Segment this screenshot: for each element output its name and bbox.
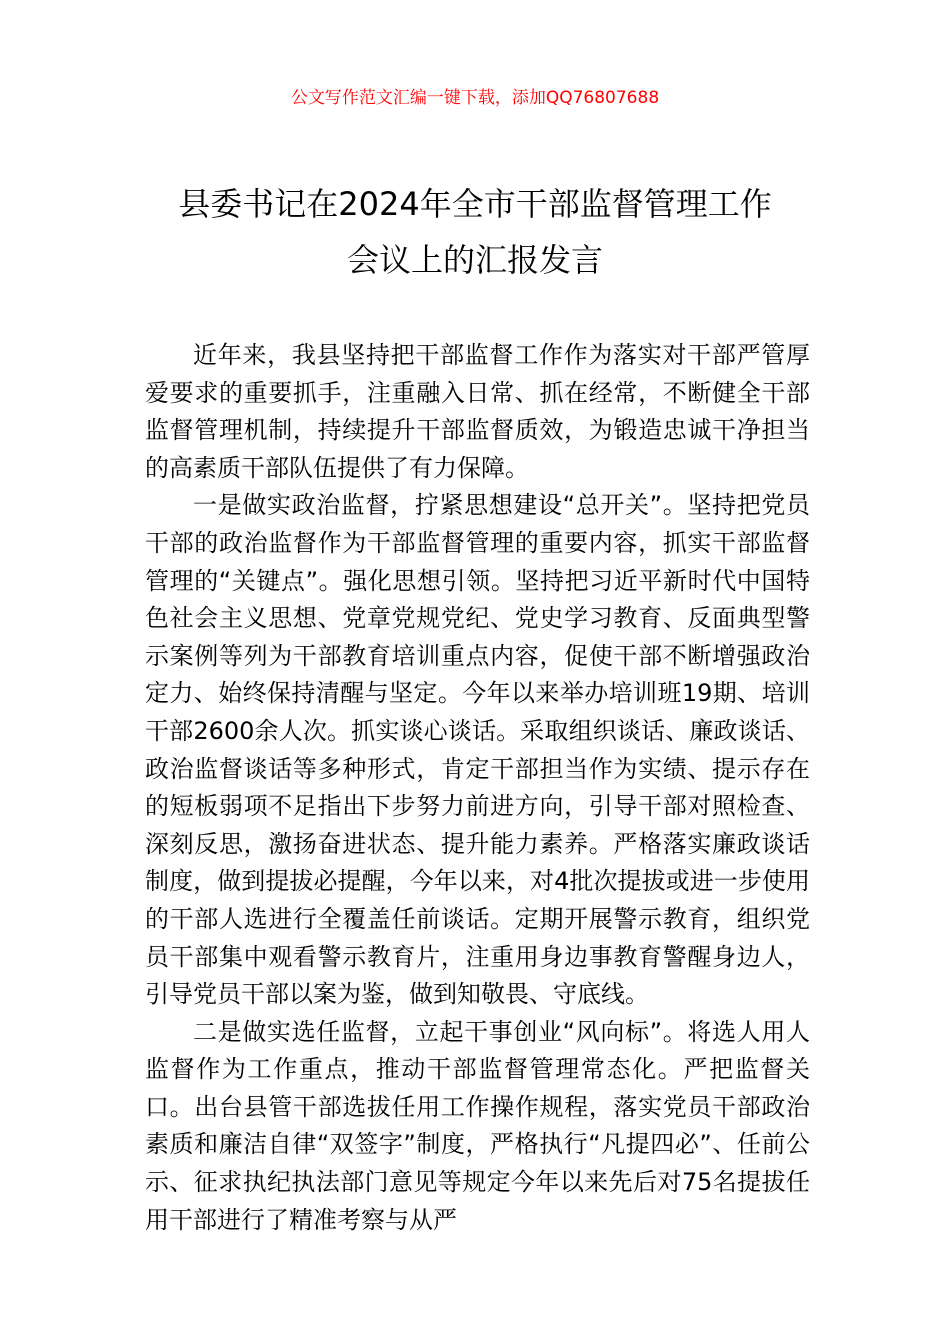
title-line-1: 县委书记在2024年全市干部监督管理工作 bbox=[178, 185, 772, 223]
paragraph-intro: 近年来，我县坚持把干部监督工作作为落实对干部严管厚爱要求的重要抓手，注重融入日常、抓在经常，不断健全干部监督管理机制，持续提升干部监督质效，为锻造忠诚干净担当的高素质干部队伍提供了有力保障。 bbox=[145, 341, 810, 482]
document-body bbox=[145, 337, 810, 1239]
download-banner: 公文写作范文汇编一键下载，添加QQ76807688 bbox=[290, 88, 660, 108]
document-title bbox=[130, 176, 820, 288]
title-line-2: 会议上的汇报发言 bbox=[346, 241, 603, 279]
paragraph-political-supervision: 一是做实政治监督，拧紧思想建设“总开关”。坚持把党员干部的政治监督作为干部监督管理的重要内容，抓实干部监督管理的“关键点”。强化思想引领。坚持把习近平新时代中国特色社会主义思想、党章党规党纪、党史学习教育、反面典型警示案例等列为干部教育培训重点内容，促使干部不断增强政治定力、始终保持清醒与坚定。今年以来举办培训班19期、培训干部2600余人次。抓实谈心谈话。采取组织谈话、廉政谈话、政治监督谈话等多种形式，肯定干部担当作为实绩、提示存在的短板弱项不足指出下步努力前进方向，引导干部对照检查、深刻反思，激扬奋进状态、提升能力素养。严格落实廉政谈话制度，做到提拔必提醒，今年以来，对4批次提拔或进一步使用的干部人选进行全覆盖任前谈话。定期开展警示教育，组织党员干部集中观看警示教育片，注重用身边事教育警醒身边人，引导党员干部以案为鉴，做到知敬畏、守底线。 bbox=[145, 491, 810, 1009]
paragraph-selection-supervision: 二是做实选任监督，立起干事创业“风向标”。将选人用人监督作为工作重点，推动干部监督管理常态化。严把监督关口。出台县管干部选拔任用工作操作规程，落实党员干部政治素质和廉洁自律“双签字”制度，严格执行“凡提四必”、任前公示、征求执纪执法部门意见等规定今年以来先后对75名提拔任用干部进行了精准考察与从严 bbox=[145, 1017, 810, 1234]
